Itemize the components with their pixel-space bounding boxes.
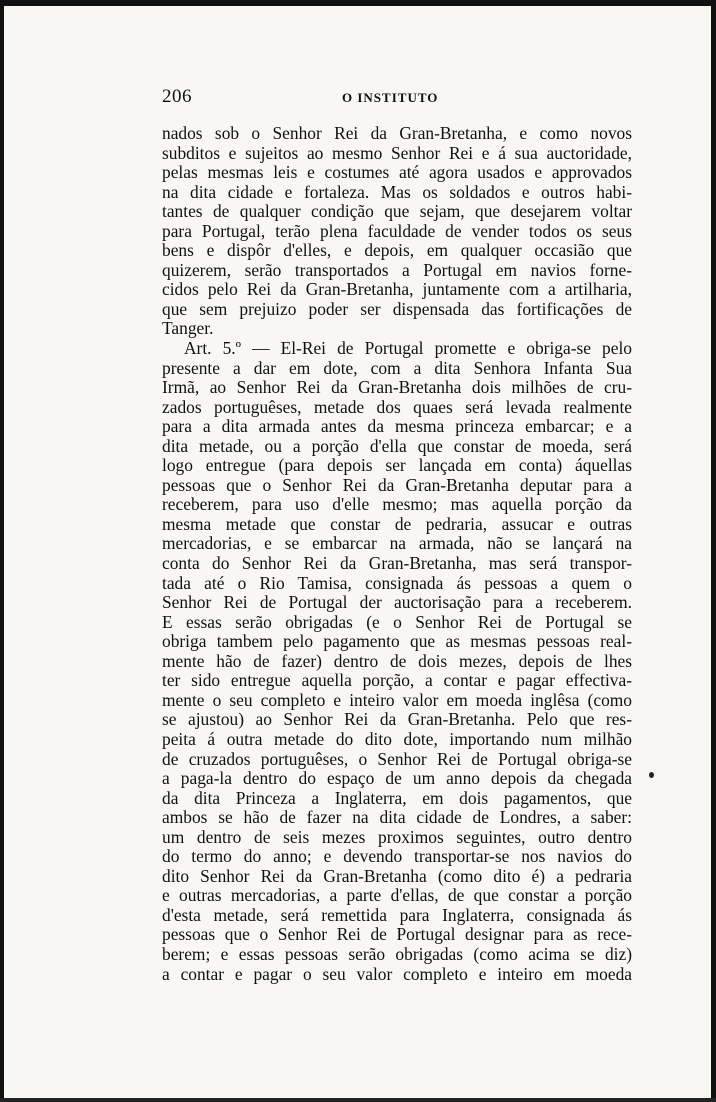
text-line: logo entregue (para depois ser lançada em conta) áquellas [162,455,632,476]
text-line: um dentro de seis mezes proximos seguintes, outro dentro [162,826,632,847]
text-line: obriga tambem pelo pagamento que as mesmas pessoas real- [162,631,632,652]
text-line: pelas mesmas leis e costumes até agora usados e approvados [162,162,632,183]
text-line: Tanger. [162,318,214,339]
scan-border-right [711,0,716,1102]
text-line: mente hão de fazer) dentro de dois mezes, depois de lhes [162,650,632,671]
text-line: a paga-la dentro do espaço de um anno depois da chegada [162,768,632,789]
text-line: nados sob o Senhor Rei da Gran-Bretanha, e como novos [162,123,632,143]
scan-border-bottom [0,1098,716,1102]
text-line: quizerem, serão transportados a Portugal em navios forne- [162,259,632,280]
text-line: mente o seu completo e inteiro valor em moeda inglêsa (como [162,689,632,710]
text-line: presente a dar em dote, com a dita Senhora Infanta Sua [162,357,632,378]
text-line: dita metade, ou a porção d'ella que constar de moeda, será [162,435,632,456]
text-line: e outras mercadorias, a parte d'ellas, de que constar a porção [162,885,632,906]
text-line: cidos pelo Rei da Gran-Bretanha, juntamente com a artilharia, [162,279,632,300]
text-line: ambos se hão de fazer na dita cidade de Londres, a saber: [162,807,632,828]
text-line: para Portugal, terão plena faculdade de vender todos os seus [162,220,632,241]
text-line: conta do Senhor Rei da Gran-Bretanha, mas será transpor- [162,553,632,574]
text-line: de cruzados portuguêses, o Senhor Rei de Portugal obriga-se [162,748,632,769]
text-line: peita á outra metade do dito dote, importando num milhão [162,728,632,749]
text-line: Irmã, ao Senhor Rei da Gran-Bretanha dois milhões de cru- [162,377,632,398]
text-line: para a dita armada antes da mesma princeza embarcar; e a [162,416,632,437]
text-line: mercadorias, e se embarcar na armada, não se lançará na [162,533,632,554]
text-line: na dita cidade e fortaleza. Mas os soldados e outros habi- [162,181,632,202]
text-line: mesma metade que constar de pedraria, assucar e outras [162,513,632,534]
text-line: que sem prejuizo poder ser dispensada das fortificações de [162,298,632,319]
text-line: d'esta metade, será remettida para Inglaterra, consignada ás [162,904,632,925]
text-line: ter sido entregue aquella porção, a contar e pagar effectiva- [162,670,632,691]
text-line: se ajustou) ao Senhor Rei da Gran-Bretanha. Pelo que res- [162,709,632,730]
text-line: receberem, para uso d'elle mesmo; mas aquella porção da [162,494,632,515]
text-line: pessoas que o Senhor Rei da Gran-Bretanha deputar para a [162,474,632,495]
body-text [162,124,632,984]
text-line: a contar e pagar o seu valor completo e inteiro em moeda [162,963,632,984]
scan-border-left [0,0,4,1102]
page-header [162,86,630,110]
text-line: E essas serão obrigadas (e o Senhor Rei de Portugal se [162,611,632,632]
text-line: Senhor Rei de Portugal der auctorisação para a receberem. [162,592,632,613]
scan-border-top [0,0,716,6]
text-line: tantes de qualquer condição que sejam, que desejarem voltar [162,201,632,222]
page-number: 206 [162,86,192,107]
text-line: dito Senhor Rei da Gran-Bretanha (como dito é) a pedraria [162,865,632,886]
text-line: zados portuguêses, metade dos quaes será levada realmente [162,396,632,417]
text-line: berem; e essas pessoas serão obrigadas (como acima se diz) [162,943,632,964]
text-line: subditos e sujeitos ao mesmo Senhor Rei e á sua auctoridade, [162,142,632,163]
text-line: do termo do anno; e devendo transportar-se nos navios do [162,846,632,867]
running-head: O INSTITUTO [342,90,439,105]
text-line: bens e dispôr d'elles, e depois, em qualquer occasião que [162,240,632,261]
text-line: da dita Princeza a Inglaterra, em dois pagamentos, que [162,787,632,808]
margin-ink-dot [649,772,654,778]
text-line: pessoas que o Senhor Rei de Portugal designar para as rece- [162,924,632,945]
text-line: Art. 5.º — El-Rei de Portugal promette e obriga-se pelo [184,338,632,359]
text-line: tada até o Rio Tamisa, consignada ás pessoas a quem o [162,572,632,593]
